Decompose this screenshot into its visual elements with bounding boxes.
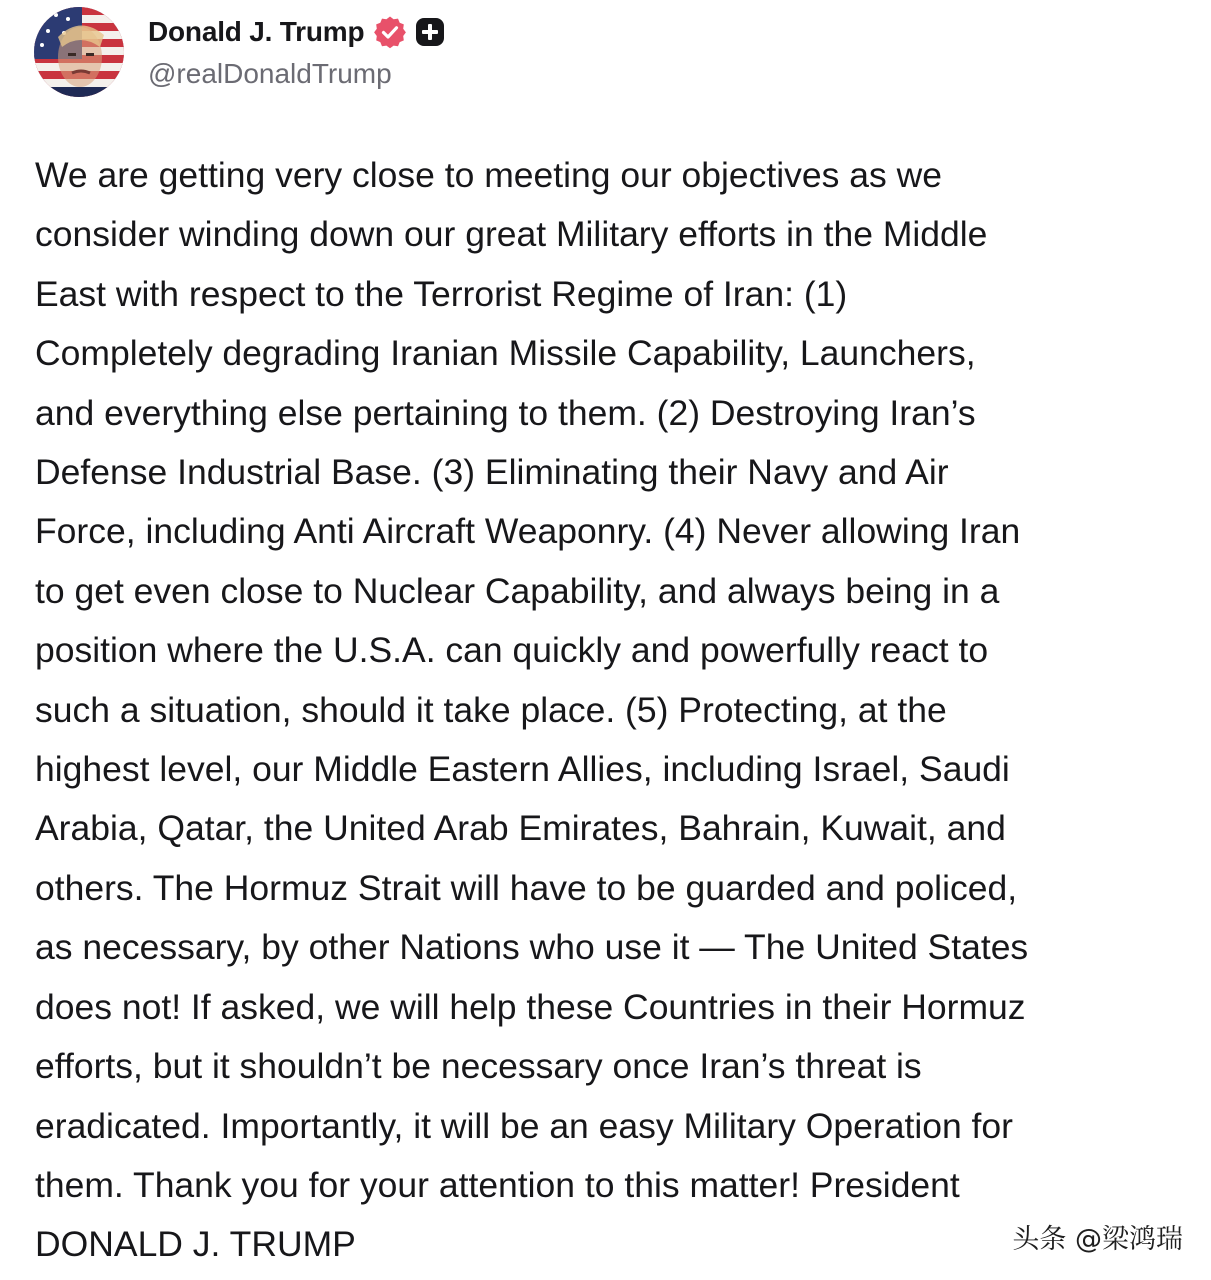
post-text-line: such a situation, should it take place. (5) Protecting, at the (35, 689, 947, 730)
post-text-line: and everything else pertaining to them. (2) Destroying Iran’s (35, 392, 976, 433)
post-text-line: them. Thank you for your attention to this matter! President (35, 1164, 960, 1205)
post-header (34, 6, 445, 98)
post-text-line: East with respect to the Terrorist Regime of Iran: (1) (35, 273, 848, 314)
plus-square-icon (415, 17, 445, 47)
post-text (35, 146, 1195, 1275)
post-text-line: Force, including Anti Aircraft Weaponry. (4) Never allowing Iran (35, 511, 1021, 552)
display-name-row (148, 10, 445, 54)
post-text-line: Defense Industrial Base. (3) Eliminating their Navy and Air (35, 452, 949, 493)
post-text-line: as necessary, by other Nations who use it — The United States (35, 927, 1029, 968)
post-text-line: Completely degrading Iranian Missile Capability, Launchers, (35, 333, 976, 374)
avatar-image (34, 7, 124, 97)
display-name[interactable]: Donald J. Trump (148, 16, 365, 47)
post-text-line: others. The Hormuz Strait will have to be guarded and policed, (35, 867, 1018, 908)
watermark: 头条 @梁鸿瑞 (1012, 1224, 1183, 1255)
post-text-line: to get even close to Nuclear Capability, and always being in a (35, 570, 1000, 611)
post-text-line: eradicated. Importantly, it will be an easy Military Operation for (35, 1105, 1013, 1146)
verified-badge-icon (373, 15, 407, 49)
post-text-line: efforts, but it shouldn’t be necessary once Iran’s threat is (35, 1046, 922, 1087)
profile-names (148, 10, 445, 94)
avatar[interactable] (34, 7, 124, 97)
post-text-line: does not! If asked, we will help these Countries in their Hormuz (35, 986, 1026, 1027)
post-text-line: DONALD J. TRUMP (35, 1224, 356, 1265)
post-text-line: highest level, our Middle Eastern Allies, including Israel, Saudi (35, 749, 1010, 790)
post-text-line: position where the U.S.A. can quickly and powerfully react to (35, 630, 989, 671)
post-text-line: Arabia, Qatar, the United Arab Emirates, Bahrain, Kuwait, and (35, 808, 1006, 849)
post-text-line: consider winding down our great Military efforts in the Middle (35, 214, 988, 255)
user-handle[interactable]: @realDonaldTrump (148, 58, 392, 89)
post-text-line: We are getting very close to meeting our objectives as we (35, 155, 943, 195)
